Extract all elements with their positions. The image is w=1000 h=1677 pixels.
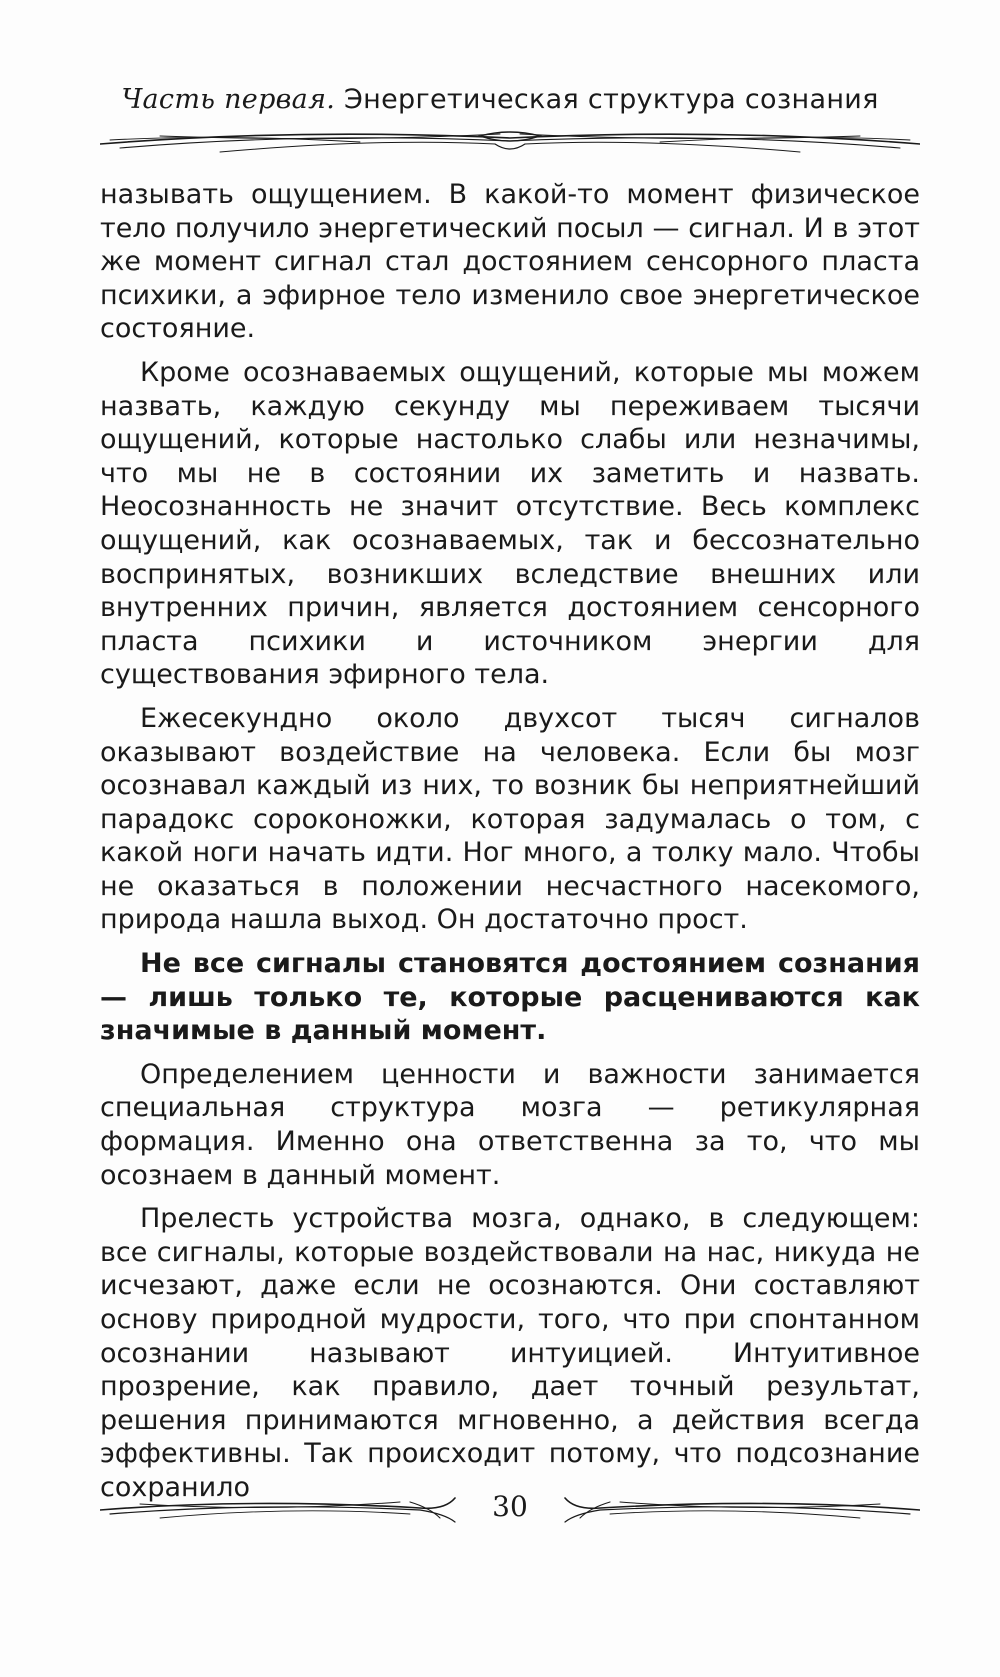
paragraph-emphasis: Не все сигналы становятся достоянием сознания — лишь только те, которые расцениваются как значимые в данный момент. [100, 948, 920, 1047]
footer-left-flourish-icon [100, 1488, 460, 1528]
footer-right-flourish-icon [560, 1488, 920, 1528]
running-head-part: Часть первая. [121, 84, 336, 115]
body-text [100, 178, 920, 1515]
page-footer [100, 1488, 920, 1528]
header-flourish-icon [100, 124, 920, 158]
paragraph-5: Определением ценности и важности занимается специальная структура мозга — ретикулярная формация. Именно она ответственна за то, что мы осознаем в данный момент. [100, 1058, 920, 1191]
paragraph-3: Ежесекундно около двухсот тысяч сигналов оказывают воздействие на человека. Если бы мозг осознавал каждый из них, то возник бы неприятнейший парадокс сороконожки, которая задумалась о том, с какой ноги начать идти. Ног много, а толку мало. Чтобы не оказаться в положении несчастного насекомого, природа нашла выход. Он достаточно прост. [100, 702, 920, 936]
paragraph-2: Кроме осознаваемых ощущений, которые мы можем назвать, каждую секунду мы переживаем тысячи ощущений, которые настолько слабы или незначимы, что мы не в состоянии их заметить и назвать. Неосознанность не значит отсутствие. Весь комплекс ощущений, как осознаваемых, так и бессознательно воспринятых, возникших вследствие внешних или внутренних причин, является достоянием сенсорного пласта психики и источником энергии для существования эфирного тела. [100, 356, 920, 691]
running-head-title: Энергетическая структура сознания [344, 84, 879, 115]
paragraph-6: Прелесть устройства мозга, однако, в следующем: все сигналы, которые воздействовали на нас, никуда не исчезают, даже если не осознаются. Они составляют основу природной мудрости, того, что при спонтанном осознании называют интуицией. Интуитивное прозрение, как правило, дает точный результат, решения принимаются мгновенно, а действия всегда эффективны. Так происходит потому, что подсознание сохранило [100, 1203, 920, 1503]
paragraph-1: называть ощущением. В какой-то момент физическое тело получило энергетический посыл — сигнал. И в этот же момент сигнал стал достоянием сенсорного пласта психики, а эфирное тело изменило свое энергетическое состояние. [100, 179, 920, 345]
running-head [100, 84, 900, 115]
page-number: 30 [492, 1490, 528, 1523]
